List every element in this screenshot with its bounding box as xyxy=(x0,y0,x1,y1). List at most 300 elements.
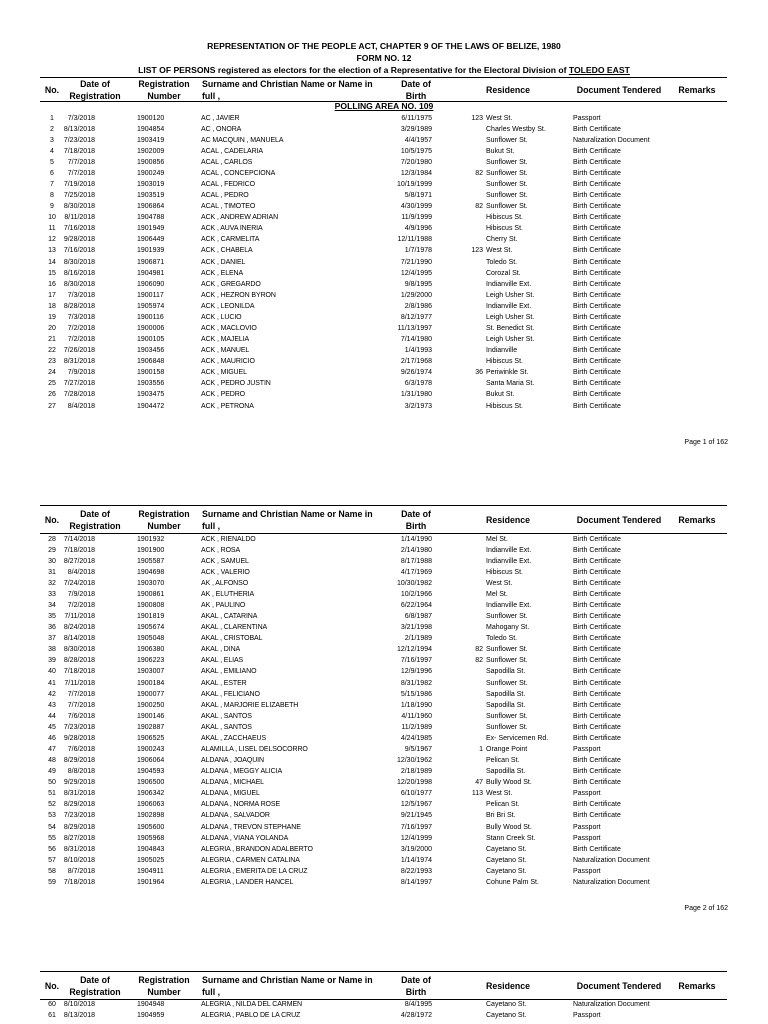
street: Indianville Ext. xyxy=(486,557,532,565)
street: Pelican St. xyxy=(486,801,520,809)
street: Bully Wood St. xyxy=(486,779,532,787)
date-of-birth: 12/3/1984 xyxy=(400,169,432,177)
registration-number: 1906848 xyxy=(137,358,165,366)
street: Sunflower St. xyxy=(486,180,528,188)
electoral-division: TOLEDO EAST xyxy=(568,65,630,75)
column-label: Residence xyxy=(485,980,530,991)
voter-list xyxy=(0,113,768,412)
date-of-birth: 12/4/1995 xyxy=(400,269,432,277)
registration-number: 1904959 xyxy=(137,1011,165,1019)
row-number: 18 xyxy=(48,302,56,310)
date-of-birth: 8/17/1988 xyxy=(400,557,432,565)
document-tendered: Birth Certificate xyxy=(573,169,621,177)
column-label: No. xyxy=(44,514,60,525)
row-number: 41 xyxy=(48,679,56,687)
row-number: 19 xyxy=(48,313,56,321)
document-tendered: Birth Certificate xyxy=(573,845,621,853)
elector-name: ACK , HEZRON BYRON xyxy=(201,291,276,299)
date-of-birth: 10/2/1966 xyxy=(400,590,432,598)
registration-number: 1906063 xyxy=(137,801,165,809)
residence xyxy=(450,578,570,589)
registration-date: 7/23/2018 xyxy=(63,723,95,731)
voter-row xyxy=(0,833,768,844)
date-of-birth: 1/14/1974 xyxy=(400,856,432,864)
registration-number: 1900249 xyxy=(137,169,165,177)
residence xyxy=(450,190,570,201)
house-number: 82 xyxy=(475,657,483,665)
date-of-birth: 9/21/1945 xyxy=(400,812,432,820)
registration-number: 1906064 xyxy=(137,757,165,765)
registration-date: 7/7/2018 xyxy=(67,158,95,166)
registration-date: 8/28/2018 xyxy=(63,657,95,665)
date-of-birth: 1/29/2000 xyxy=(400,291,432,299)
voter-row xyxy=(0,534,768,545)
voter-row xyxy=(0,877,768,888)
document-tendered: Birth Certificate xyxy=(573,203,621,211)
document-tendered: Birth Certificate xyxy=(573,324,621,332)
street: Stann Creek St. xyxy=(486,834,536,842)
street: Bri Bri St. xyxy=(486,812,516,820)
registration-date: 9/28/2018 xyxy=(63,734,95,742)
date-of-birth: 2/8/1986 xyxy=(404,302,432,310)
registration-date: 7/11/2018 xyxy=(64,679,95,687)
house-number: 47 xyxy=(475,779,483,787)
residence xyxy=(450,611,570,622)
voter-row xyxy=(0,545,768,556)
voter-row xyxy=(0,810,768,821)
date-of-birth: 8/22/1993 xyxy=(400,867,432,875)
elector-name: ACK , ROSA xyxy=(201,546,241,554)
residence xyxy=(450,268,570,279)
voter-row xyxy=(0,589,768,600)
street: Toledo St. xyxy=(486,635,518,643)
residence xyxy=(450,378,570,389)
residence xyxy=(450,312,570,323)
column-header-remarks xyxy=(672,78,722,101)
document-tendered: Birth Certificate xyxy=(573,668,621,676)
voter-row xyxy=(0,212,768,223)
row-number: 12 xyxy=(48,236,56,244)
registration-date: 8/29/2018 xyxy=(63,757,95,765)
date-of-birth: 6/8/1987 xyxy=(404,613,432,621)
voter-row xyxy=(0,711,768,722)
document-tendered: Passport xyxy=(573,1011,601,1019)
registration-date: 7/2/2018 xyxy=(67,336,95,344)
registration-date: 8/8/2018 xyxy=(67,768,95,776)
column-label: Surname and Christian Name or Name in xyxy=(202,508,373,519)
column-label: Number xyxy=(147,986,181,997)
registration-number: 1906525 xyxy=(137,734,165,742)
column-header-registration-date xyxy=(66,78,124,101)
row-number: 47 xyxy=(48,745,56,753)
street: Cayetano St. xyxy=(486,867,527,875)
registration-number: 1901932 xyxy=(137,535,165,543)
registration-number: 1904472 xyxy=(137,402,165,410)
voter-row xyxy=(0,190,768,201)
row-number: 1 xyxy=(50,114,54,122)
column-header-residence xyxy=(470,972,546,999)
residence xyxy=(450,644,570,655)
residence xyxy=(450,755,570,766)
registration-number: 1906864 xyxy=(137,203,165,211)
column-label: Date of xyxy=(401,974,431,985)
registration-number: 1904948 xyxy=(137,1000,165,1008)
elector-name: AKAL , ZACCHAEUS xyxy=(201,734,267,742)
residence xyxy=(450,666,570,677)
residence xyxy=(450,810,570,821)
street: Cohune Palm St. xyxy=(486,878,539,886)
street: Corozal St. xyxy=(486,269,521,277)
row-number: 28 xyxy=(48,535,56,543)
column-header-registration-date xyxy=(66,506,124,533)
date-of-birth: 3/29/1989 xyxy=(400,125,432,133)
registration-date: 7/23/2018 xyxy=(63,812,95,820)
elector-name: AKAL , CLARENTINA xyxy=(201,624,268,632)
house-number: 82 xyxy=(475,169,483,177)
row-number: 48 xyxy=(48,757,56,765)
date-of-birth: 12/9/1996 xyxy=(400,668,432,676)
date-of-birth: 1/7/1978 xyxy=(404,247,432,255)
row-number: 2 xyxy=(50,125,54,133)
voter-row xyxy=(0,367,768,378)
date-of-birth: 4/9/1996 xyxy=(404,225,432,233)
document-tendered: Birth Certificate xyxy=(573,568,621,576)
voter-list xyxy=(0,534,768,889)
residence xyxy=(450,744,570,755)
registration-date: 8/30/2018 xyxy=(63,646,95,654)
date-of-birth: 6/10/1977 xyxy=(400,790,432,798)
voter-row xyxy=(0,1010,768,1021)
document-tendered: Birth Certificate xyxy=(573,302,621,310)
column-header-remarks xyxy=(672,506,722,533)
document-tendered: Birth Certificate xyxy=(573,579,621,587)
column-header-no xyxy=(40,78,64,101)
document-tendered: Naturalization Document xyxy=(573,1000,650,1008)
page-number: Page 1 of 162 xyxy=(684,439,728,446)
street: Sunflower St. xyxy=(486,723,528,731)
document-tendered: Birth Certificate xyxy=(573,192,621,200)
residence xyxy=(450,689,570,700)
street: Bully Wood St. xyxy=(486,823,532,831)
registration-number: 1902009 xyxy=(137,147,165,155)
column-label: Document Tendered xyxy=(576,84,662,95)
voter-row xyxy=(0,268,768,279)
row-number: 20 xyxy=(48,324,56,332)
registration-number: 1901964 xyxy=(137,878,165,886)
date-of-birth: 10/5/1975 xyxy=(400,147,432,155)
residence xyxy=(450,700,570,711)
elector-name: ACAL , TIMOTEO xyxy=(201,203,256,211)
elector-name: ACK , ANDREW ADRIAN xyxy=(201,214,279,222)
document-tendered: Birth Certificate xyxy=(573,269,621,277)
voter-row xyxy=(0,168,768,179)
date-of-birth: 2/18/1989 xyxy=(400,768,432,776)
date-of-birth: 9/5/1967 xyxy=(404,745,432,753)
row-number: 9 xyxy=(50,203,54,211)
registration-number: 1906090 xyxy=(137,280,165,288)
registration-date: 8/7/2018 xyxy=(67,867,95,875)
residence xyxy=(450,799,570,810)
street: Sunflower St. xyxy=(486,203,528,211)
date-of-birth: 8/31/1982 xyxy=(400,679,432,687)
row-number: 16 xyxy=(48,280,56,288)
column-label: Registration xyxy=(138,974,190,985)
column-label: Number xyxy=(147,90,181,101)
document-tendered: Birth Certificate xyxy=(573,247,621,255)
residence xyxy=(450,124,570,135)
voter-row xyxy=(0,567,768,578)
row-number: 36 xyxy=(48,624,56,632)
street: Hibiscus St. xyxy=(486,402,523,410)
column-label: Date of xyxy=(401,508,431,519)
column-label: Number xyxy=(147,520,181,531)
street: Leigh Usher St. xyxy=(486,336,535,344)
column-header-name xyxy=(202,78,373,101)
residence xyxy=(450,290,570,301)
elector-name: ALDANA , VIANA YOLANDA xyxy=(201,834,289,842)
date-of-birth: 8/4/1995 xyxy=(404,1000,432,1008)
document-tendered: Birth Certificate xyxy=(573,147,621,155)
voter-row xyxy=(0,223,768,234)
column-label: Date of xyxy=(80,78,110,89)
column-label: Remarks xyxy=(678,980,716,991)
row-number: 34 xyxy=(48,601,56,609)
document-tendered: Birth Certificate xyxy=(573,313,621,321)
date-of-birth: 9/8/1995 xyxy=(404,280,432,288)
residence xyxy=(450,1010,570,1021)
street: St. Benedict St. xyxy=(486,324,535,332)
registration-number: 1900120 xyxy=(137,114,165,122)
registration-number: 1903070 xyxy=(137,579,165,587)
registration-date: 8/30/2018 xyxy=(63,203,95,211)
registration-number: 1906871 xyxy=(137,258,165,266)
row-number: 35 xyxy=(48,613,56,621)
column-label: No. xyxy=(44,980,60,991)
row-number: 53 xyxy=(48,812,56,820)
column-label: full , xyxy=(202,520,221,531)
residence xyxy=(450,567,570,578)
registration-date: 8/31/2018 xyxy=(63,358,95,366)
voter-row xyxy=(0,655,768,666)
voter-row xyxy=(0,401,768,412)
elector-name: ACAL , CADELARIA xyxy=(201,147,263,155)
document-tendered: Birth Certificate xyxy=(573,701,621,709)
column-label: Registration xyxy=(69,90,121,101)
street: Periwinkle St. xyxy=(486,369,529,377)
registration-number: 1903007 xyxy=(137,668,165,676)
document-tendered: Birth Certificate xyxy=(573,180,621,188)
column-header-date-of-birth xyxy=(386,506,446,533)
row-number: 38 xyxy=(48,646,56,654)
elector-name: ACK , SAMUEL xyxy=(201,557,249,565)
residence xyxy=(450,201,570,212)
elector-name: ALEGRIA , EMERITA DE LA CRUZ xyxy=(201,867,308,875)
street: Sapodilla St. xyxy=(486,768,526,776)
registration-number: 1900808 xyxy=(137,601,165,609)
row-number: 8 xyxy=(50,192,54,200)
row-number: 5 xyxy=(50,158,54,166)
elector-name: ACK , GREGARDO xyxy=(201,280,261,288)
row-number: 32 xyxy=(48,579,56,587)
voter-row xyxy=(0,157,768,168)
residence xyxy=(450,257,570,268)
residence xyxy=(450,534,570,545)
residence xyxy=(450,866,570,877)
document-tendered: Passport xyxy=(573,867,601,875)
elector-name: ACK , LUCIO xyxy=(201,313,242,321)
elector-name: ALDANA , NORMA ROSE xyxy=(201,801,281,809)
street: Pelican St. xyxy=(486,757,520,765)
registration-date: 9/28/2018 xyxy=(63,236,95,244)
registration-number: 1906500 xyxy=(137,779,165,787)
residence xyxy=(450,733,570,744)
elector-name: ALEGRIA , CARMEN CATALINA xyxy=(201,856,300,864)
table-header xyxy=(40,971,727,1000)
house-number: 123 xyxy=(471,114,483,122)
column-label: Surname and Christian Name or Name in xyxy=(202,78,373,89)
voter-row xyxy=(0,578,768,589)
residence xyxy=(450,844,570,855)
date-of-birth: 7/16/1997 xyxy=(400,657,432,665)
street: Santa Maria St. xyxy=(486,380,535,388)
residence xyxy=(450,678,570,689)
elector-name: ACAL , CONCEPCIONA xyxy=(201,169,276,177)
document-tendered: Birth Certificate xyxy=(573,214,621,222)
date-of-birth: 10/19/1999 xyxy=(396,180,432,188)
column-header-name xyxy=(202,506,373,533)
residence xyxy=(450,711,570,722)
voter-row xyxy=(0,678,768,689)
row-number: 25 xyxy=(48,380,56,388)
row-number: 57 xyxy=(48,856,56,864)
document-tendered: Birth Certificate xyxy=(573,291,621,299)
elector-name: ACK , MANUEL xyxy=(201,347,250,355)
registration-number: 1904911 xyxy=(137,867,164,875)
registration-date: 7/7/2018 xyxy=(67,169,95,177)
residence xyxy=(450,545,570,556)
date-of-birth: 11/13/1997 xyxy=(397,324,432,332)
street: Sunflower St. xyxy=(486,613,528,621)
registration-date: 7/3/2018 xyxy=(67,114,95,122)
column-header-registration-number xyxy=(134,78,194,101)
street: Hibiscus St. xyxy=(486,225,523,233)
document-tendered: Birth Certificate xyxy=(573,779,621,787)
registration-number: 1900243 xyxy=(137,745,165,753)
residence xyxy=(450,389,570,400)
house-number: 36 xyxy=(475,369,483,377)
column-label: Date of xyxy=(401,78,431,89)
residence xyxy=(450,633,570,644)
document-tendered: Birth Certificate xyxy=(573,557,621,565)
voter-row xyxy=(0,234,768,245)
column-label: full , xyxy=(202,986,221,997)
date-of-birth: 1/18/1990 xyxy=(400,701,432,709)
date-of-birth: 9/26/1974 xyxy=(400,369,432,377)
table-header xyxy=(40,505,727,534)
registration-date: 7/18/2018 xyxy=(63,546,95,554)
document-tendered: Birth Certificate xyxy=(573,535,621,543)
street: Indianville Ext. xyxy=(486,601,532,609)
registration-number: 1905968 xyxy=(137,834,165,842)
column-header-document-tendered xyxy=(570,972,668,999)
date-of-birth: 4/28/1972 xyxy=(400,1011,432,1019)
date-of-birth: 3/19/2000 xyxy=(400,845,432,853)
elector-name: ACK , MAURICIO xyxy=(201,358,255,366)
elector-name: ACK , PETRONA xyxy=(201,402,254,410)
residence xyxy=(450,401,570,412)
registration-date: 8/28/2018 xyxy=(63,302,95,310)
date-of-birth: 12/11/1988 xyxy=(397,236,432,244)
street: Sunflower St. xyxy=(486,679,528,687)
residence xyxy=(450,722,570,733)
registration-date: 8/4/2018 xyxy=(67,402,95,410)
date-of-birth: 8/14/1997 xyxy=(400,878,432,886)
column-header-date-of-birth xyxy=(386,972,446,999)
residence xyxy=(450,788,570,799)
street: Bukut St. xyxy=(486,147,515,155)
elector-name: AKAL , FELICIANO xyxy=(201,690,260,698)
voter-row xyxy=(0,622,768,633)
registration-number: 1902887 xyxy=(137,723,165,731)
street: West St. xyxy=(486,247,513,255)
date-of-birth: 8/12/1977 xyxy=(400,313,432,321)
date-of-birth: 4/17/1969 xyxy=(400,568,432,576)
voter-row xyxy=(0,689,768,700)
document-tendered: Birth Certificate xyxy=(573,336,621,344)
registration-number: 1906223 xyxy=(137,657,165,665)
registration-date: 7/18/2018 xyxy=(63,668,95,676)
document-tendered: Birth Certificate xyxy=(573,690,621,698)
elector-name: ACK , MIGUEL xyxy=(201,369,247,377)
date-of-birth: 12/30/1962 xyxy=(396,757,432,765)
row-number: 13 xyxy=(48,247,56,255)
registration-number: 1900861 xyxy=(137,590,165,598)
voter-row xyxy=(0,644,768,655)
registration-date: 7/27/2018 xyxy=(63,380,95,388)
row-number: 26 xyxy=(48,391,56,399)
list-description-text: LIST OF PERSONS registered as electors for the election of a Representative for the Electoral Division of xyxy=(138,65,569,75)
row-number: 11 xyxy=(48,225,56,233)
row-number: 37 xyxy=(48,635,56,643)
residence xyxy=(450,179,570,190)
registration-date: 8/13/2018 xyxy=(63,1011,95,1019)
elector-name: ACK , LEONILDA xyxy=(201,302,255,310)
column-label: Surname and Christian Name or Name in xyxy=(202,974,373,985)
elector-name: AKAL , MARJORIE ELIZABETH xyxy=(201,701,299,709)
date-of-birth: 7/21/1990 xyxy=(400,258,432,266)
column-header-no xyxy=(40,506,64,533)
registration-date: 7/3/2018 xyxy=(67,291,95,299)
elector-name: AKAL , CATARINA xyxy=(201,613,258,621)
residence xyxy=(450,157,570,168)
voter-row xyxy=(0,766,768,777)
voter-row xyxy=(0,124,768,135)
registration-date: 7/7/2018 xyxy=(67,690,95,698)
residence xyxy=(450,212,570,223)
voter-row xyxy=(0,257,768,268)
row-number: 42 xyxy=(48,690,56,698)
registration-date: 8/30/2018 xyxy=(63,280,95,288)
street: Cayetano St. xyxy=(486,845,527,853)
street: Sunflower St. xyxy=(486,158,528,166)
row-number: 33 xyxy=(48,590,56,598)
document-tendered: Birth Certificate xyxy=(573,734,621,742)
residence xyxy=(450,135,570,146)
column-label: Date of xyxy=(80,974,110,985)
column-header-no xyxy=(40,972,64,999)
voter-row xyxy=(0,312,768,323)
column-header-registration-date xyxy=(66,972,124,999)
